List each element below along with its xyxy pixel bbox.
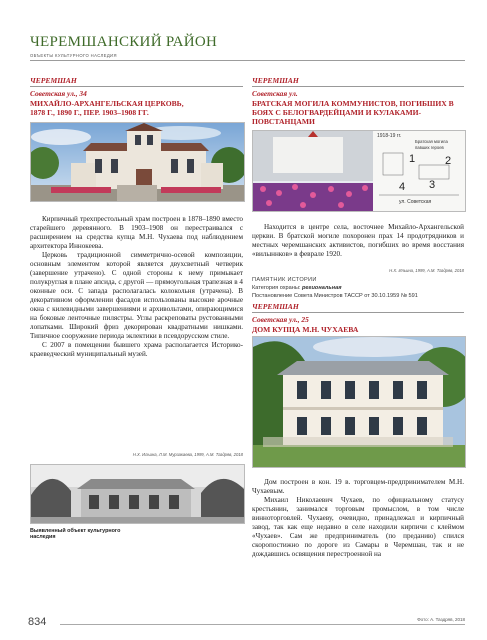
header-divider — [30, 60, 465, 61]
house-heading — [252, 302, 464, 334]
church-paragraph-1: Кирпичный трехпрестольный храм построен в 1878–1890 вместо старейшего деревянного. В 1903–1908 он перестраивался с расширением на средства купца М.Н. Чухаева под наблюдением архитектора Иннокеева. — [30, 215, 243, 250]
protection-decree: Постановление Совета Министров ТАССР от 30.10.1959 № 591 — [252, 293, 418, 299]
section-title: ЧЕРЕМШАНСКИЙ РАЙОН — [30, 34, 218, 50]
grave-protection-info — [252, 276, 464, 300]
plaque-street: ул. Советская — [399, 199, 432, 205]
church-paragraph-3: С 2007 в помещении бывшего храма располагается Историко-краеведческий муниципальный музей. — [30, 341, 243, 358]
section-subtitle: ОБЪЕКТЫ КУЛЬТУРНОГО НАСЛЕДИЯ — [30, 53, 117, 58]
protection-category-label: Категория охраны: — [252, 285, 301, 291]
church-paragraph-2: Церковь традиционной симметрично-осевой композиции, основным элементом которой является двухсветный четверик (завершение утрачено). С одной стороны к нему примыкает полукруглая в плане апсида, с другой — прямоугольная трапезная в 4 оконные оси. С запада располагалась колокольня (утрачена). В декоративном оформлении фасадов использованы высокие арочные окна с килевидными завершениями и архивольтами, опирающимися на боковые ленточные пилястры. Углы раскреповаты рустованными лопатками. Широкий фриз декорирован квадратными нишками. Типичное сооружение периода эклектики в псевдорусском стиле. — [30, 251, 243, 340]
plaque-line-2: павших героев — [415, 145, 444, 150]
grave-title: БРАТСКАЯ МОГИЛА КОММУНИСТОВ, ПОГИБШИХ В БОЯХ С БЕЛОГВАРДЕЙЦАМИ И КУЛАКАМИ-ПОВСТАНЦАМИ — [252, 99, 454, 126]
house-address: Советская ул., 25 — [252, 314, 309, 324]
grave-plaque — [375, 133, 463, 209]
house-title: ДОМ КУПЦА М.Н. ЧУХАЕВА — [252, 325, 359, 334]
church-title-dates: 1878 Г., 1890 Г., ПЕР. 1903–1908 ГГ. — [30, 108, 149, 117]
protection-type: ПАМЯТНИК ИСТОРИИ — [252, 277, 317, 283]
church-title-main: МИХАЙЛО-АРХАНГЕЛЬСКАЯ ЦЕРКОВЬ, — [30, 99, 184, 108]
protection-category — [252, 284, 464, 292]
plaque-number-2: 2 — [445, 155, 452, 167]
grave-photo — [252, 130, 466, 212]
church-credit: Н.Х. Ильина, Л.М. Мурзакаева, 1999, А.М. Таздряв, 2018 — [132, 452, 243, 457]
church-heading — [30, 76, 243, 117]
plaque-line-1: Братская могила — [415, 139, 448, 144]
house-description — [252, 478, 464, 559]
grave-paragraph: Находится в центре села, восточнее Михайло-Архангельской церкви. В братской могиле похоронен прах 14 продотрядников и местных черемшанских активистов, погибших во время восстания «вилыннков» в феврале 1920. — [252, 223, 464, 258]
grave-heading — [252, 76, 464, 126]
church-location: ЧЕРЕМШАН — [30, 76, 243, 87]
plaque-number-1: 1 — [409, 153, 416, 165]
footer-divider — [60, 624, 465, 625]
church-title — [30, 99, 243, 117]
plaque-map-lines — [375, 133, 463, 209]
photo-credit: Фото: А. Таздряв, 2018 — [417, 617, 465, 622]
grave-address: Советская ул. — [252, 88, 298, 98]
church-description — [30, 215, 243, 359]
house-bw-photo — [30, 464, 245, 524]
plaque-number-4: 4 — [399, 181, 406, 193]
photo-caption: Выявленный объект культурного наследия — [30, 528, 121, 540]
church-address: Советская ул., 34 — [30, 88, 87, 98]
plaque-number-3: 3 — [429, 179, 436, 191]
house-photo — [252, 336, 466, 468]
grave-credit: Н.Х. Ильина, 1999, А.М. Таздряв, 2018 — [389, 268, 464, 273]
grave-location: ЧЕРЕМШАН — [252, 76, 464, 87]
church-photo — [30, 122, 245, 202]
house-paragraph-1: Дом построен в кон. 19 в. торговцем-предпринимателем М.Н. Чухаевым. — [252, 478, 464, 495]
page-number: 834 — [28, 616, 47, 628]
plaque-year: 1918-19 гг. — [377, 133, 402, 139]
house-paragraph-2: Михаил Николаевич Чухаев, по официальному статусу крестьянин, занимался торговым промыслом, в том числе винноторговлей. Чухаеву, очевидно, принадлежал и кирпичный завод, так как еще недавно в селе находили кирпичи с клеймом «Чухаев». Сам же предприниматель (по преданию) спился скоропостижно по дороге из Самары в Черемшан, так и не дождавшись освящения перестроенной на — [252, 496, 464, 558]
house-location: ЧЕРЕМШАН — [252, 302, 464, 313]
grave-description — [252, 223, 464, 259]
protection-category-value: региональная — [302, 285, 342, 291]
